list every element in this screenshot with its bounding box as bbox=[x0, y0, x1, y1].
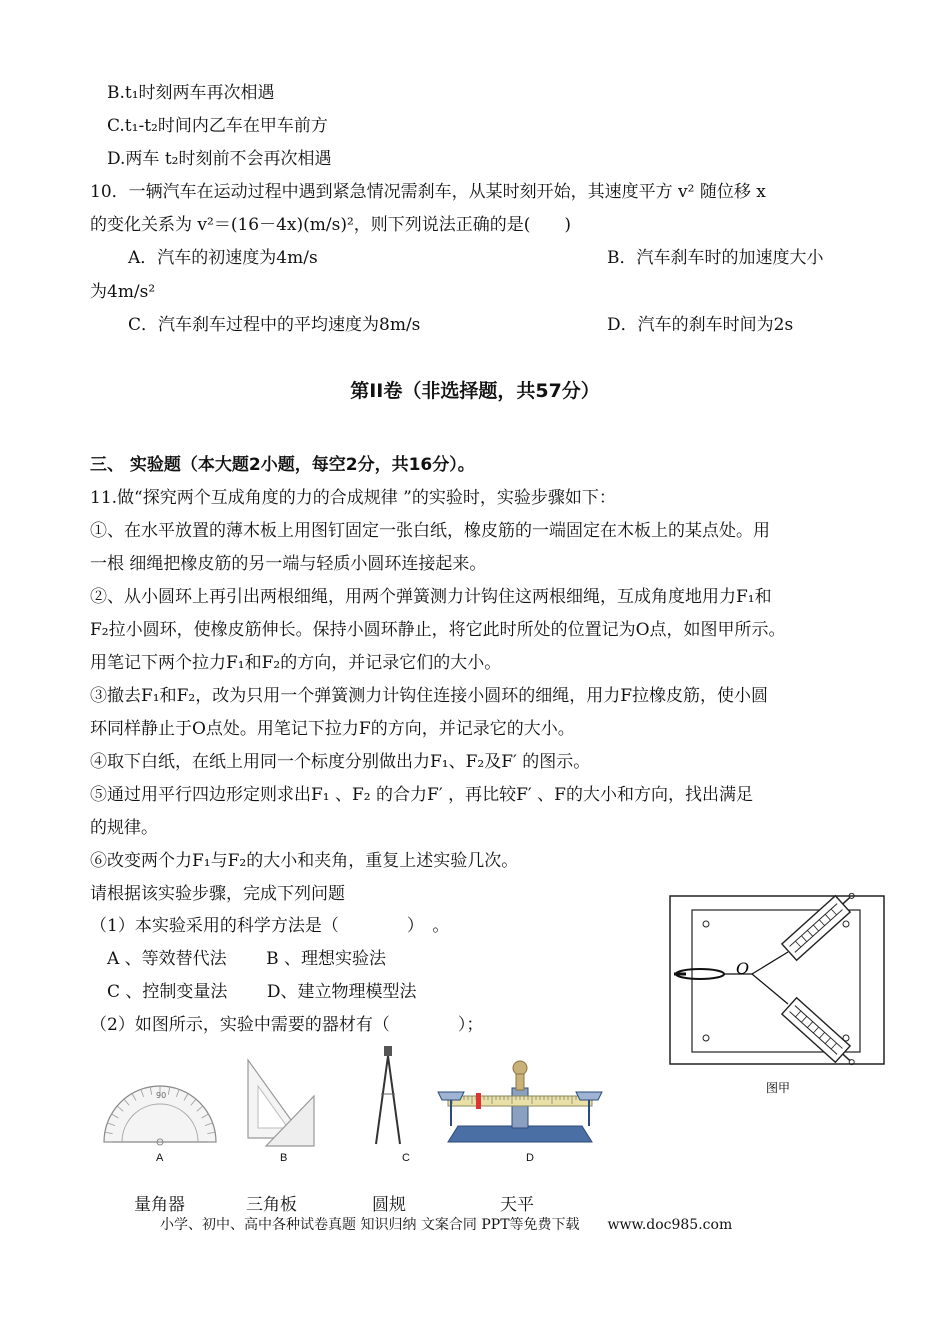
q11-step1-line1: ①、在水平放置的薄木板上用图钉固定一张白纸，橡皮筋的一端固定在木板上的某点处。用 bbox=[90, 521, 770, 541]
paper-outline bbox=[692, 910, 860, 1052]
q10-option-c: C．汽车刹车过程中的平均速度为8m/s bbox=[128, 315, 421, 335]
q11-sub1-options-cd: C 、控制变量法 D、建立物理模型法 bbox=[107, 982, 417, 1002]
q11-step5-line1: ⑤通过用平行四边形定则求出F₁ 、F₂ 的合力F′ ，再比较F′ 、F的大小和方向，找出满足 bbox=[90, 785, 753, 805]
q11-step2-line2: F₂拉小圆环，使橡皮筋伸长。保持小圆环静止，将它此时所处的位置记为O点，如图甲所示。 bbox=[90, 620, 786, 640]
protractor-mark: 90 bbox=[156, 1091, 167, 1100]
q11-step2-line3: 用笔记下两个拉力F₁和F₂的方向，并记录它们的大小。 bbox=[90, 653, 502, 673]
q10-stem-line2: 的变化关系为 v²＝(16－4x)(m/s)²，则下列说法正确的是( ) bbox=[90, 215, 572, 235]
q11-intro: 11.做“探究两个互成角度的力的合成规律 ”的实验时，实验步骤如下： bbox=[90, 488, 616, 508]
point-o-label: O bbox=[736, 959, 750, 978]
q10-stem-line1: 10．一辆汽车在运动过程中遇到紧急情况需刹车，从某时刻开始，其速度平方 v² 随位移 x bbox=[90, 182, 766, 202]
spring-scale-lower bbox=[782, 998, 861, 1072]
figure-caption: 图甲 bbox=[766, 1081, 791, 1095]
section3-title: 三、 实验题（本大题2小题，每空2分，共16分）。 bbox=[90, 455, 475, 475]
q11-step3-line2: 环同样静止于O点处。用笔记下拉力F的方向，并记录它的大小。 bbox=[90, 719, 575, 739]
q11-sub2: （2）如图所示，实验中需要的器材有（ ）； bbox=[90, 1015, 484, 1035]
figure-jia bbox=[666, 880, 892, 1100]
pin-icon bbox=[703, 1035, 709, 1041]
q11-step5-line2: 的规律。 bbox=[90, 818, 158, 838]
q11-step3-line1: ③撤去F₁和F₂，改为只用一个弹簧测力计钩住连接小圆环的细绳，用力F拉橡皮筋，使小圆 bbox=[90, 686, 769, 706]
tool-letter-d: D bbox=[526, 1152, 534, 1164]
q11-step2-line1: ②、从小圆环上再引出两根细绳，用两个弹簧测力计钩住这两根细绳，互成角度地用力F₁和 bbox=[90, 587, 772, 607]
q11-step6: ⑥改变两个力F₁与F₂的大小和夹角，重复上述实验几次。 bbox=[90, 851, 519, 871]
q11-step4: ④取下白纸，在纸上用同一个标度分别做出力F₁、F₂及F′ 的图示。 bbox=[90, 752, 591, 772]
tool-name-protractor: 量角器 bbox=[134, 1195, 185, 1215]
balance-icon bbox=[434, 1052, 606, 1148]
q10-option-b-continued: 为4m/s² bbox=[90, 282, 156, 302]
part2-title: 第II卷（非选择题，共57分） bbox=[350, 380, 600, 402]
q9-option-b: B.t₁时刻两车再次相遇 bbox=[107, 83, 275, 103]
compass-icon bbox=[370, 1044, 406, 1150]
q11-step1-line2: 一根 细绳把橡皮筋的另一端与轻质小圆环连接起来。 bbox=[90, 554, 487, 574]
tool-name-compass: 圆规 bbox=[372, 1195, 406, 1215]
tool-name-balance: 天平 bbox=[500, 1195, 534, 1215]
tool-letter-a: A bbox=[156, 1152, 164, 1164]
q9-option-d: D.两车 t₂时刻前不会再次相遇 bbox=[107, 149, 332, 169]
pin-icon bbox=[843, 921, 849, 927]
q10-option-d: D．汽车的刹车时间为2s bbox=[607, 315, 794, 335]
q11-sub1-options-ab: A 、等效替代法 B 、理想实验法 bbox=[107, 949, 386, 969]
tool-letter-c: C bbox=[402, 1152, 410, 1164]
set-square-icon bbox=[244, 1056, 318, 1148]
protractor-icon bbox=[100, 1068, 220, 1148]
q11-prompt: 请根据该实验步骤，完成下列问题 bbox=[90, 884, 345, 904]
q9-option-c: C.t₁-t₂时间内乙车在甲车前方 bbox=[107, 116, 328, 136]
pin-icon bbox=[703, 921, 709, 927]
tool-letter-b: B bbox=[280, 1152, 288, 1164]
q11-sub1: （1）本实验采用的科学方法是（ ） 。 bbox=[90, 916, 450, 936]
tool-name-set-square: 三角板 bbox=[246, 1195, 297, 1215]
q10-option-a: A．汽车的初速度为4m/s bbox=[128, 248, 318, 268]
board-outline bbox=[670, 896, 884, 1064]
page-footer: 小学、初中、高中各种试卷真题 知识归纳 文案合同 PPT等免费下载 www.doc985.com bbox=[160, 1217, 733, 1233]
q10-option-b: B．汽车刹车时的加速度大小 bbox=[607, 248, 824, 268]
